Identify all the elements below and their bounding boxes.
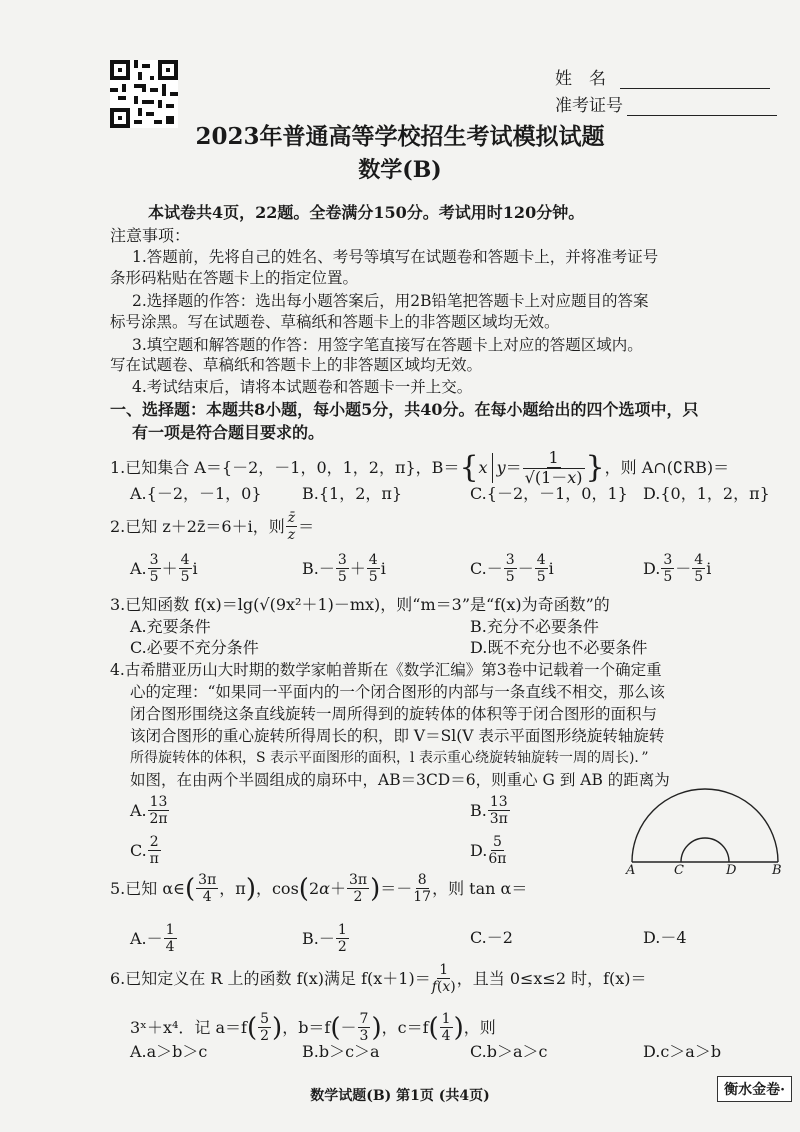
point-b-label: B (772, 863, 782, 878)
note-2a: 2.选择题的作答：选出每小题答案后，用2B铅笔把答题卡上对应题目的答案 (132, 292, 649, 310)
q4-option-b[interactable]: B. $\frac{13}{3\pi}$ (470, 794, 508, 827)
q4-option-c[interactable]: C. $\frac{2}{\pi}$ (130, 834, 159, 867)
page-footer: 数学试题(B) 第1页 (共4页) (310, 1088, 490, 1104)
note-2b: 标号涂黑。写在试题卷、草稿纸和答题卡上的非答题区域均无效。 (110, 313, 560, 331)
note-1a: 1.答题前，先将自己的姓名、考号等填写在试题卷和答题卡上，并将准考证号 (132, 248, 659, 266)
q5-option-d[interactable]: D.－4 (643, 928, 687, 947)
q4-line-3: 闭合图形围绕这条直线旋转一周所得到的旋转体的体积等于闭合图形的面积与 (130, 705, 658, 723)
exam-subtitle: 数学(B) (358, 157, 442, 183)
q4-option-d[interactable]: D. $\frac{5}{6\pi}$ (470, 834, 507, 867)
q4-line-5: 所得旋转体的体积，S 表示平面图形的面积，l 表示重心绕旋转轴旋转一周的周长)．” (130, 750, 649, 766)
q4-line-2: 心的定理：“如果同一平面内的一个闭合图形的内部与一条直线不相交，那么该 (130, 683, 665, 701)
q3-stem: 3.已知函数 f(x)＝lg(√(9x²＋1)－mx)，则“m＝3”是“f(x)为奇函数”的 (110, 595, 610, 614)
exam-number-label: 准考证号 (555, 96, 623, 116)
q3-option-d[interactable]: D.既不充分也不必要条件 (470, 638, 648, 657)
name-label: 姓 名 (555, 69, 606, 89)
section1-heading-cont: 有一项是符合题目要求的。 (132, 423, 325, 442)
note-1b: 条形码粘贴在答题卡上的指定位置。 (110, 269, 359, 287)
q6-option-b[interactable]: B.b＞c＞a (302, 1042, 380, 1061)
q3-option-c[interactable]: C.必要不充分条件 (130, 638, 259, 657)
q4-line-1: 4.古希腊亚历山大时期的数学家帕普斯在《数学汇编》第3卷中记载着一个确定重 (110, 661, 662, 679)
q1-option-d[interactable]: D.{0，1，2，π} (643, 484, 770, 503)
name-field[interactable] (555, 64, 770, 89)
exam-summary: 本试卷共4页，22题。全卷满分150分。考试用时120分钟。 (148, 203, 585, 222)
q6-option-d[interactable]: D.c＞a＞b (643, 1042, 722, 1061)
q4-line-4: 该闭合图形的重心旋转所得周长的积，即 V＝Sl(V 表示平面图形绕旋转轴旋转 (130, 727, 665, 745)
q3-option-a[interactable]: A.充要条件 (130, 617, 211, 636)
q2-stem: 2.已知 z＋2z̄＝6＋i，则 $\frac{z̄}{z}$ ＝ (110, 510, 315, 543)
note-3a: 3.填空题和解答题的作答：用签字笔直接写在答题卡上对应的答题区域内。 (132, 336, 643, 354)
q2-option-a[interactable]: A. $\frac{3}{5}$ ＋ $\frac{4}{5}$ i (130, 552, 198, 585)
q5-option-c[interactable]: C.－2 (470, 928, 513, 947)
q5-stem: 5.已知 α∈ ( $\frac{3\pi}{4}$ ，π ) ，cos ( 2 α ＋ $\frac{3\pi}{2}$ ) ＝－ $\frac{8}{17}$ ，则 tan α＝ (110, 872, 528, 905)
q3-option-b[interactable]: B.充分不必要条件 (470, 617, 599, 636)
q6-option-c[interactable]: C.b＞a＞c (470, 1042, 548, 1061)
note-4: 4.考试结束后，请将本试题卷和答题卡一并上交。 (132, 378, 473, 396)
exam-number-field[interactable] (555, 91, 777, 116)
q2-option-d[interactable]: D. $\frac{3}{5}$ － $\frac{4}{5}$ i (643, 552, 712, 585)
q6-stem-line-2: 3ˣ＋x⁴．记 a＝f ( $\frac{5}{2}$ ) ，b＝f ( － $\frac{7}{3}$ ) ，c＝f ( $\frac{1}{4}$ ) ，则 (130, 1011, 496, 1044)
q2-option-b[interactable]: B. － $\frac{3}{5}$ ＋ $\frac{4}{5}$ i (302, 552, 386, 585)
q4-option-a[interactable]: A. $\frac{13}{2\pi}$ (130, 794, 168, 827)
q1-option-c[interactable]: C.{－2，－1，0，1} (470, 484, 628, 503)
q5-option-b[interactable]: B.－ $\frac{1}{2}$ (302, 922, 347, 955)
point-a-label: A (626, 863, 636, 878)
point-c-label: C (674, 863, 684, 878)
q4-line-6: 如图，在由两个半圆组成的扇环中，AB＝3CD＝6，则重心 G 到 AB 的距离为 (130, 771, 670, 789)
notes-title: 注意事项： (110, 226, 191, 245)
q1-stem: 1.已知集合 A＝{－2，－1，0，1，2，π}，B＝ { x y ＝ $\frac{1}{√(1-x)}$ } ，则 A∩(∁RB)＝ (110, 448, 730, 487)
q6-option-a[interactable]: A.a＞b＞c (130, 1042, 208, 1061)
note-3b: 写在试题卷、草稿纸和答题卡上的非答题区域均无效。 (110, 356, 483, 374)
q1-option-a[interactable]: A.{－2，－1，0} (130, 484, 262, 503)
q6-stem-line-1: 6.已知定义在 R 上的函数 f(x)满足 f(x＋1)＝ $\frac{1}{f(x)}$ ，且当 0≤x≤2 时，f(x)＝ (110, 962, 647, 995)
sector-ring-figure (620, 755, 790, 880)
q2-option-c[interactable]: C. － $\frac{3}{5}$ － $\frac{4}{5}$ i (470, 552, 554, 585)
q1-option-b[interactable]: B.{1，2，π} (302, 484, 403, 503)
q5-option-a[interactable]: A.－ $\frac{1}{4}$ (130, 922, 175, 955)
section1-heading: 一、选择题：本题共8小题，每小题5分，共40分。在每小题给出的四个选项中，只 (110, 400, 699, 419)
brand-badge: 衡水金卷· (717, 1076, 792, 1102)
point-d-label: D (726, 863, 737, 878)
exam-title: 2023年普通高等学校招生考试模拟试题 (195, 123, 605, 150)
